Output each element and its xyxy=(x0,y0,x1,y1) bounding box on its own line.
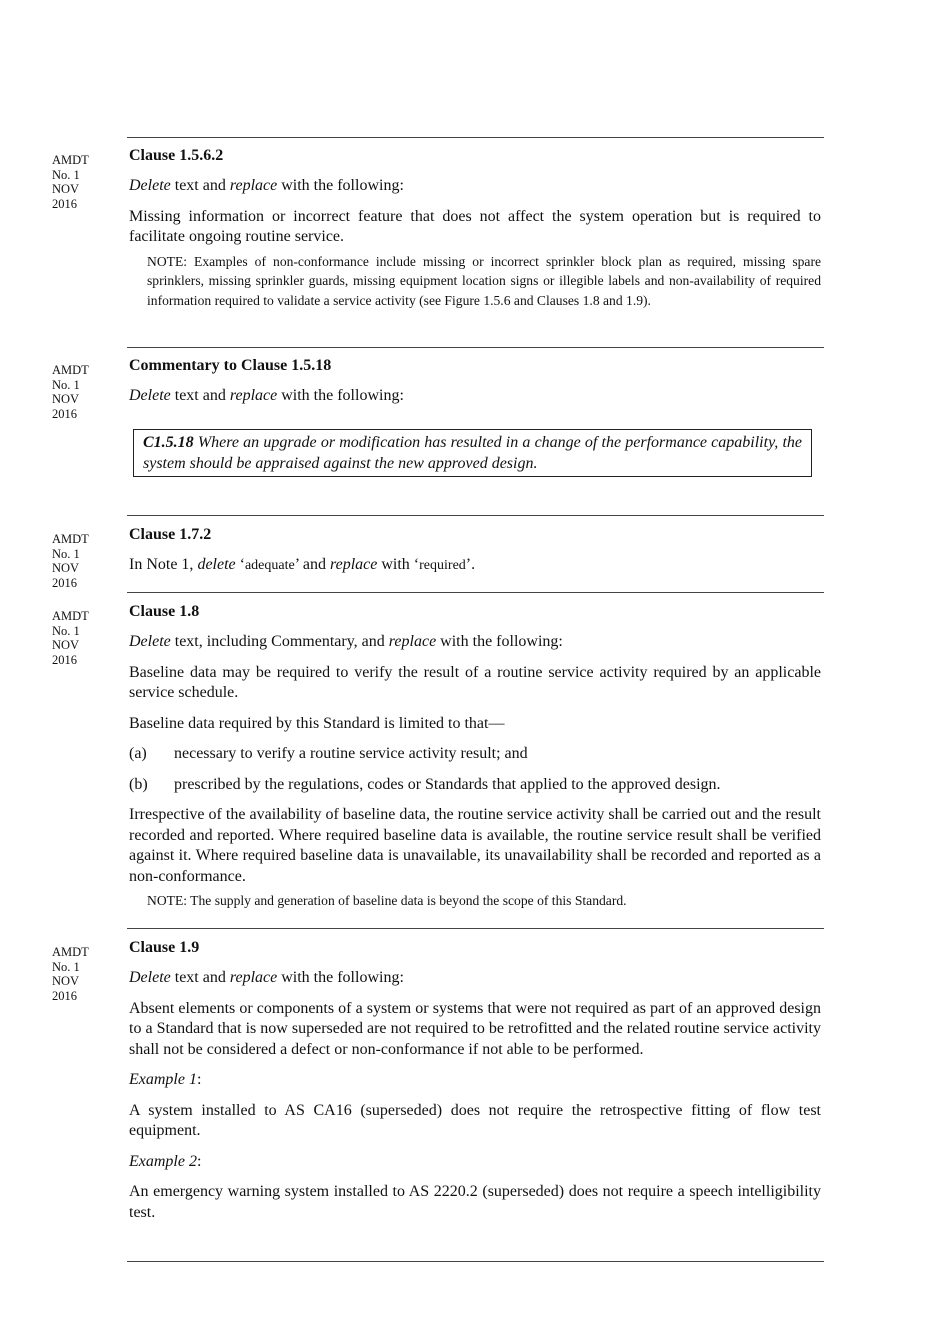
text-run: ’. xyxy=(465,556,476,573)
section-divider xyxy=(127,137,824,138)
clause-1-5-6-2-section xyxy=(129,146,821,310)
instruction-text xyxy=(129,386,821,407)
amdt-month: NOV xyxy=(52,561,80,575)
note-paragraph: NOTE: The supply and generation of baseline data is beyond the scope of this Standard. xyxy=(147,893,627,908)
instruction-end: with the following: xyxy=(277,387,404,404)
delete-word: Delete xyxy=(129,969,171,986)
clause-1-8-section xyxy=(129,602,821,911)
section-divider xyxy=(127,1261,824,1262)
amendment-marker xyxy=(52,363,112,421)
amendment-marker xyxy=(52,609,112,667)
clause-heading: Clause 1.8 xyxy=(129,603,200,620)
amdt-year: 2016 xyxy=(52,406,77,421)
text-run: ‘ xyxy=(235,556,245,573)
text-run: In Note 1, xyxy=(129,556,198,573)
amdt-month: NOV xyxy=(52,974,80,988)
amdt-label: AMDT xyxy=(52,609,89,623)
amdt-month: NOV xyxy=(52,638,80,652)
commentary-text: Where an upgrade or modification has resulted in a change of the performance capability, the system should be appraised against the new approved design. xyxy=(143,434,802,472)
example-text: A system installed to AS CA16 (superseded) does not require the retrospective fitting of flow test equipment. xyxy=(129,1101,821,1139)
clause-heading: Commentary to Clause 1.5.18 xyxy=(129,357,332,374)
list-item-label: (b) xyxy=(129,775,148,793)
delete-word: Delete xyxy=(129,177,171,194)
example-1-label: Example 1 xyxy=(129,1071,197,1088)
amendment-marker xyxy=(52,153,112,211)
clause-1-9-section xyxy=(129,938,821,1223)
delete-word: Delete xyxy=(129,387,171,404)
section-divider xyxy=(127,515,824,516)
clause-heading: Clause 1.9 xyxy=(129,939,200,956)
quoted-word: adequate xyxy=(244,558,295,573)
amdt-year: 2016 xyxy=(52,575,77,590)
delete-word: delete xyxy=(197,556,236,573)
commentary-ref: C1.5.18 xyxy=(143,434,194,451)
amdt-number: No. 1 xyxy=(52,167,80,182)
colon: : xyxy=(196,1071,202,1088)
replace-word: replace xyxy=(229,387,278,404)
replace-word: replace xyxy=(229,177,278,194)
delete-word: Delete xyxy=(129,633,171,650)
body-paragraph: Absent elements or components of a system or systems that were not required as part of an approved design to a Standard that is now superseded are not required to be retrofitted and the related routine service activity shall not be considered a defect or non-conformance if not able to be performed. xyxy=(129,999,821,1058)
clause-heading: Clause 1.7.2 xyxy=(129,526,212,543)
amdt-year: 2016 xyxy=(52,196,77,211)
instruction-end: with the following: xyxy=(277,177,404,194)
instruction-end: with the following: xyxy=(277,969,404,986)
amdt-number: No. 1 xyxy=(52,377,80,392)
commentary-box xyxy=(133,429,812,477)
commentary-1-5-18-section xyxy=(129,356,821,407)
list-item xyxy=(129,744,821,765)
replace-word: replace xyxy=(329,556,378,573)
instruction-end: with the following: xyxy=(436,633,563,650)
instruction-text xyxy=(129,555,821,577)
example-text: An emergency warning system installed to AS 2220.2 (superseded) does not require a speech intelligibility test. xyxy=(129,1183,821,1221)
clause-heading: Clause 1.5.6.2 xyxy=(129,147,224,164)
list-item xyxy=(129,775,821,796)
amdt-month: NOV xyxy=(52,182,80,196)
clause-1-7-2-section xyxy=(129,525,821,577)
amdt-year: 2016 xyxy=(52,988,77,1003)
instruction-mid: text and xyxy=(170,387,230,404)
instruction-mid: text and xyxy=(170,177,230,194)
body-paragraph: Baseline data may be required to verify the result of a routine service activity required by an applicable service schedule. xyxy=(129,663,821,701)
amdt-number: No. 1 xyxy=(52,959,80,974)
example-label xyxy=(129,1070,821,1091)
section-divider xyxy=(127,592,824,593)
amdt-label: AMDT xyxy=(52,153,89,167)
amendment-marker xyxy=(52,945,112,1003)
instruction-text xyxy=(129,176,821,197)
amdt-month: NOV xyxy=(52,392,80,406)
list-item-text: prescribed by the regulations, codes or Standards that applied to the approved design. xyxy=(174,775,721,793)
section-divider xyxy=(127,928,824,929)
body-paragraph: Missing information or incorrect feature that does not affect the system operation but is required to facilitate ongoing routine service. xyxy=(129,207,821,245)
amdt-number: No. 1 xyxy=(52,623,80,638)
amdt-label: AMDT xyxy=(52,945,89,959)
replace-word: replace xyxy=(388,633,437,650)
example-label xyxy=(129,1152,821,1173)
note-paragraph: NOTE: Examples of non-conformance include missing or incorrect sprinkler block plan as required, missing spare sprinklers, missing sprinkler guards, missing equipment location signs or illegible labels and non-availability of required information required to validate a service activity (see Figure 1.5.6 and Clauses 1.8 and 1.9). xyxy=(147,253,821,308)
body-paragraph: Irrespective of the availability of baseline data, the routine service activity shall be carried out and the result recorded and reported. Where required baseline data is available, the routine service result shall be verified against it. Where required baseline data is unavailable, its unavailability shall be recorded and reported as a non-conformance. xyxy=(129,806,821,885)
text-run: with ‘ xyxy=(377,556,420,573)
amendment-marker xyxy=(52,532,112,590)
replace-word: replace xyxy=(229,969,278,986)
amdt-label: AMDT xyxy=(52,532,89,546)
text-run: ’ and xyxy=(294,556,330,573)
list-item-label: (a) xyxy=(129,745,147,762)
colon: : xyxy=(196,1152,202,1170)
instruction-text xyxy=(129,968,821,989)
body-paragraph: Baseline data required by this Standard is limited to that— xyxy=(129,714,505,732)
amdt-number: No. 1 xyxy=(52,546,80,561)
instruction-mid: text, including Commentary, and xyxy=(170,633,389,650)
example-2-label: Example 2 xyxy=(129,1152,197,1170)
amdt-label: AMDT xyxy=(52,363,89,377)
quoted-word: required xyxy=(419,558,466,573)
instruction-text xyxy=(129,632,821,653)
section-divider xyxy=(127,347,824,348)
amdt-year: 2016 xyxy=(52,652,77,667)
instruction-mid: text and xyxy=(170,969,230,986)
list-item-text: necessary to verify a routine service activity result; and xyxy=(174,745,528,762)
